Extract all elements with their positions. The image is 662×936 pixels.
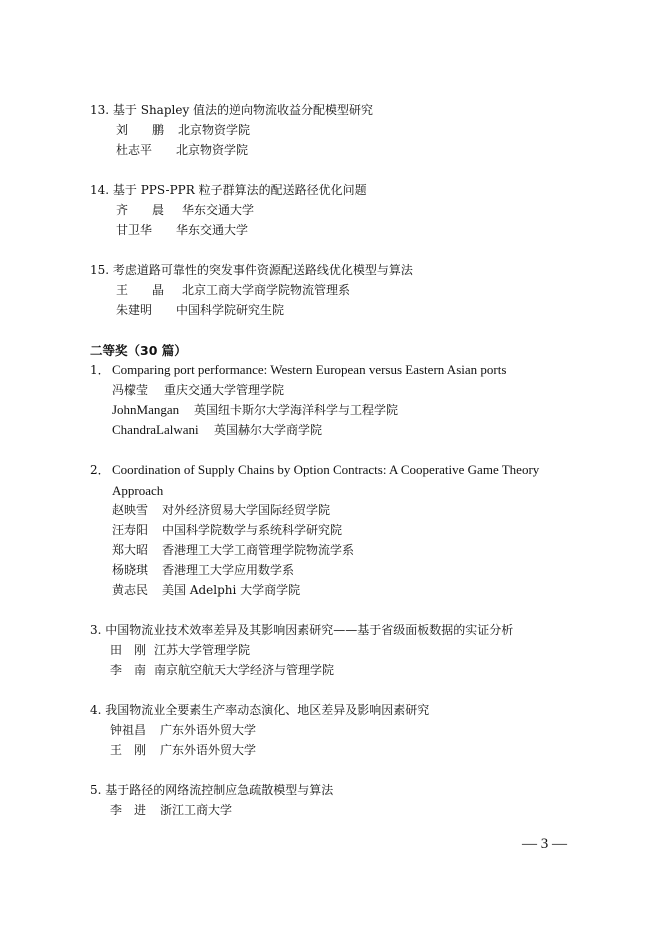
author-name: 杜志平 (116, 143, 153, 157)
author-line (112, 382, 284, 398)
author-affiliation: 对外经济贸易大学国际经贸学院 (162, 503, 331, 517)
author-affiliation: 南京航空航天大学经济与管理学院 (154, 663, 335, 677)
author-name: JohnMangan (112, 402, 180, 417)
author-line (110, 742, 256, 758)
author-line (112, 422, 322, 438)
author-line (116, 302, 284, 318)
author-line (116, 282, 350, 298)
author-name: 钟祖昌 (110, 723, 147, 737)
author-name: 赵映雪 (112, 503, 149, 517)
author-line (112, 522, 342, 538)
entry-title-line (90, 622, 513, 638)
entry-title: 考虑道路可靠性的突发事件资源配送路线优化模型与算法 (112, 263, 413, 277)
author-affiliation: 美国 Adelphi 大学商学院 (162, 583, 301, 597)
author-line (112, 402, 398, 418)
author-name: 杨晓琪 (112, 563, 149, 577)
entry-title-continued: Approach (112, 483, 164, 498)
author-line (110, 722, 256, 738)
author-line (110, 642, 250, 658)
author-affiliation: 英国纽卡斯尔大学海洋科学与工程学院 (194, 403, 399, 417)
author-name: 田 刚 (110, 643, 147, 657)
author-name: 齐 晨 (116, 203, 165, 217)
author-line (116, 202, 254, 218)
author-name: ChandraLalwani (112, 422, 199, 437)
entry-number: 4. (90, 703, 102, 717)
author-name: 汪寿阳 (112, 523, 149, 537)
author-affiliation: 中国科学院研究生院 (176, 303, 285, 317)
author-name: 李 进 (110, 803, 147, 817)
entry-number: 5. (90, 783, 102, 797)
entry-title: 基于 Shapley 值法的逆向物流收益分配模型研究 (112, 103, 374, 117)
author-name: 冯檬莹 (112, 383, 149, 397)
entry-13-title (90, 102, 373, 118)
author-affiliation: 北京物资学院 (178, 123, 251, 137)
entry-number: 1． (90, 363, 110, 377)
author-name: 郑大昭 (112, 543, 149, 557)
author-affiliation: 华东交通大学 (176, 223, 249, 237)
author-line (116, 142, 248, 158)
entry-number: 2． (90, 463, 110, 477)
entry-title: Comparing port performance: Western European versus Eastern Asian ports (112, 362, 507, 377)
author-name: 李 南 (110, 663, 147, 677)
entry-title: 我国物流业全要素生产率动态演化、地区差异及影响因素研究 (105, 703, 430, 717)
entry-title: 基于路径的网络流控制应急疏散模型与算法 (105, 783, 334, 797)
author-name: 黄志民 (112, 583, 149, 597)
author-affiliation: 江苏大学管理学院 (154, 643, 251, 657)
entry-number: 3. (90, 623, 102, 637)
author-line (110, 802, 232, 818)
author-name: 刘 鹏 (116, 123, 165, 137)
entry-title-line (90, 782, 333, 798)
author-affiliation: 北京物资学院 (176, 143, 249, 157)
author-name: 王 刚 (110, 743, 147, 757)
author-line (116, 222, 248, 238)
author-name: 甘卫华 (116, 223, 153, 237)
author-affiliation: 广东外语外贸大学 (160, 723, 257, 737)
author-affiliation: 华东交通大学 (182, 203, 255, 217)
entry-title-line (90, 362, 506, 378)
author-line (116, 122, 250, 138)
entry-title: 基于 PPS-PPR 粒子群算法的配送路径优化问题 (112, 183, 367, 197)
author-affiliation: 香港理工大学应用数学系 (162, 563, 295, 577)
author-affiliation: 英国赫尔大学商学院 (214, 423, 323, 437)
author-name: 朱建明 (116, 303, 153, 317)
page-number: — 3 — (522, 836, 567, 852)
entry-title-line (90, 702, 429, 718)
author-line (112, 562, 294, 578)
entry-15-title (90, 262, 413, 278)
entry-number: 13. (90, 103, 110, 117)
author-affiliation: 浙江工商大学 (160, 803, 233, 817)
author-line (112, 502, 330, 518)
entry-title: Coordination of Supply Chains by Option Contracts: A Cooperative Game Theory (112, 462, 540, 477)
author-name: 王 晶 (116, 283, 165, 297)
author-affiliation: 重庆交通大学管理学院 (164, 383, 285, 397)
author-line (112, 582, 300, 598)
author-affiliation: 广东外语外贸大学 (160, 743, 257, 757)
entry-14-title (90, 182, 367, 198)
author-affiliation: 中国科学院数学与系统科学研究院 (162, 523, 343, 537)
entry-title: 中国物流业技术效率差异及其影响因素研究——基于省级面板数据的实证分析 (105, 623, 514, 637)
section-heading-second-prize: 二等奖（30 篇） (90, 343, 187, 358)
author-affiliation: 香港理工大学工商管理学院物流学系 (162, 543, 355, 557)
author-affiliation: 北京工商大学商学院物流管理系 (182, 283, 351, 297)
author-line (112, 542, 354, 558)
entry-number: 14. (90, 183, 110, 197)
entry-title-line (90, 462, 539, 478)
author-line (110, 662, 334, 678)
entry-number: 15. (90, 263, 110, 277)
